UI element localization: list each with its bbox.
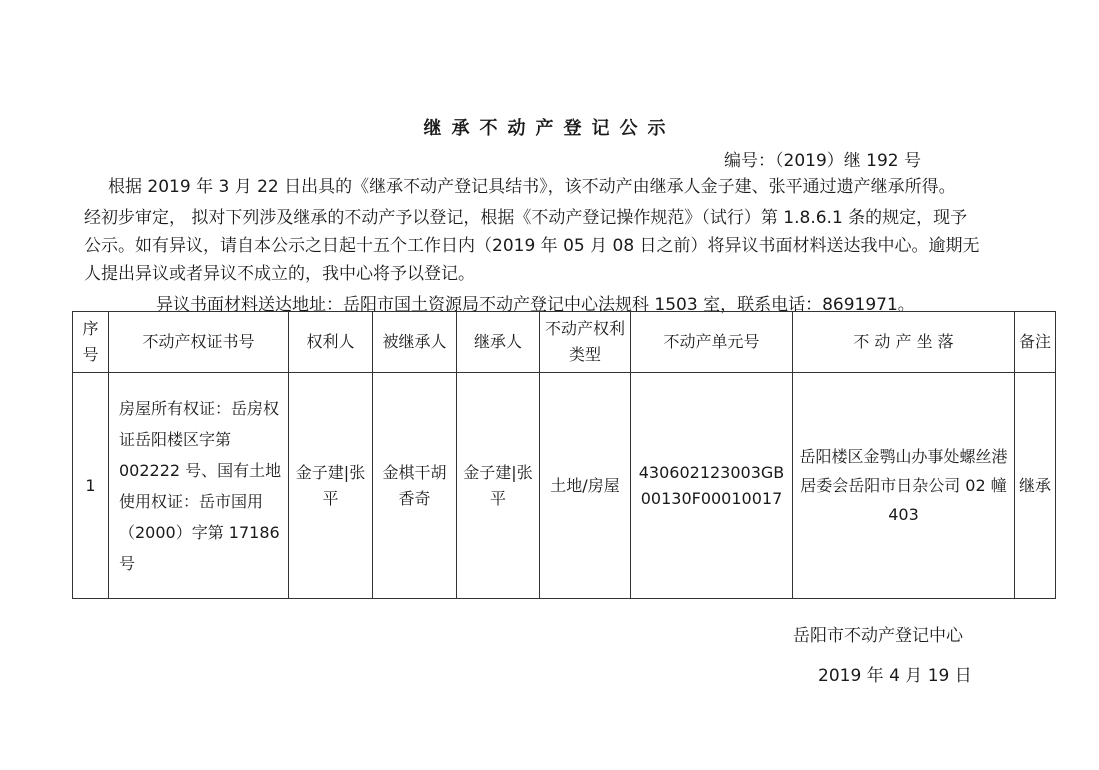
issue-date: 2019 年 4 月 19 日 — [818, 666, 972, 686]
objection-address: 异议书面材料送达地址：岳阳市国土资源局不动产登记中心法规科 1503 室，联系电话：8691971。 — [156, 295, 915, 315]
header-cell-remark: 备注 — [1015, 312, 1056, 373]
paragraph-4: 人提出异议或者异议不成立的，我中心将予以登记。 — [84, 264, 475, 284]
cell-owner: 金子建|张平 — [289, 373, 373, 599]
table-row — [73, 373, 1056, 599]
paragraph-2: 经初步审定， 拟对下列涉及继承的不动产予以登记，根据《不动产登记操作规范》（试行）第 1.8.6.1 条的规定，现予 — [84, 208, 968, 228]
paragraph-3: 公示。如有异议，请自本公示之日起十五个工作日内（2019 年 05 月 08 日之前）将异议书面材料送达我中心。逾期无 — [84, 236, 980, 256]
cell-cert: 房屋所有权证：岳房权证岳阳楼区字第002222 号、国有土地使用权证：岳市国用（2000）字第 17186号 — [109, 373, 289, 599]
header-cell-no: 序号 — [73, 312, 109, 373]
cell-location: 岳阳楼区金鹗山办事处螺丝港居委会岳阳市日杂公司 02 幢 403 — [793, 373, 1015, 599]
header-cell-cert: 不动产权证书号 — [109, 312, 289, 373]
header-cell-unit-no: 不动产单元号 — [631, 312, 793, 373]
registration-table — [72, 311, 1056, 599]
paragraph-1: 根据 2019 年 3 月 22 日出具的《继承不动产登记具结书》，该不动产由继承人金子建、张平通过遗产继承所得。 — [108, 177, 956, 197]
cell-no: 1 — [73, 373, 109, 599]
header-cell-type: 不动产权利类型 — [540, 312, 631, 373]
cell-remark: 继承 — [1015, 373, 1056, 599]
issuing-organization: 岳阳市不动产登记中心 — [793, 626, 963, 646]
header-cell-heir: 继承人 — [457, 312, 540, 373]
cell-type: 土地/房屋 — [540, 373, 631, 599]
header-cell-owner: 权利人 — [289, 312, 373, 373]
cell-unit-no: 430602123003GB00130F00010017 — [631, 373, 793, 599]
table-header-row — [73, 312, 1056, 373]
cell-heir: 金子建|张平 — [457, 373, 540, 599]
header-cell-location: 不 动 产 坐 落 — [793, 312, 1015, 373]
notice-title: 继承不动产登记公示 — [423, 118, 676, 139]
cell-deceased: 金棋干胡香奇 — [373, 373, 457, 599]
header-cell-deceased: 被继承人 — [373, 312, 457, 373]
document-number: 编号：（2019）继 192 号 — [724, 151, 922, 171]
